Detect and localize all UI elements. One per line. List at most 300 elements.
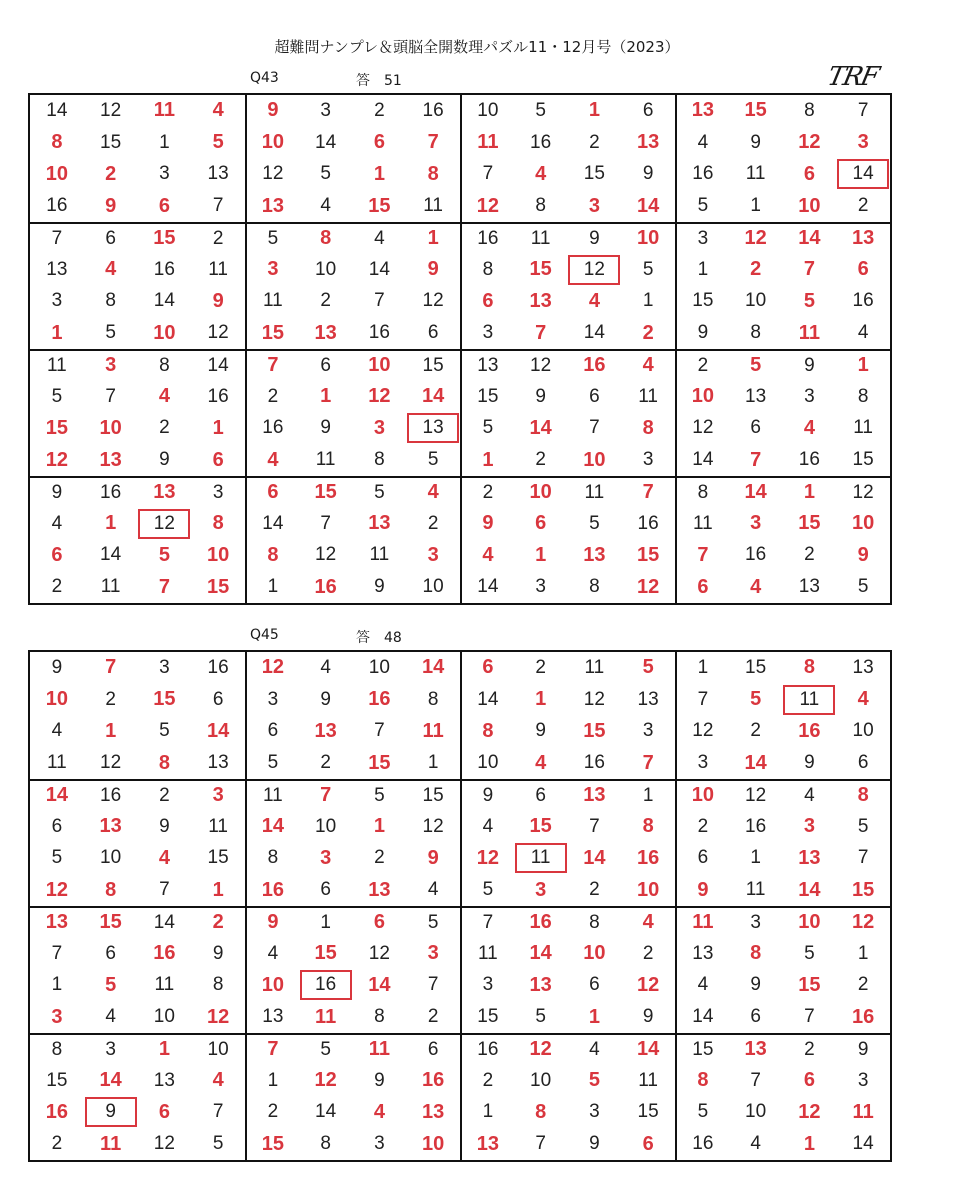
grid-cell: 14 [368,258,390,280]
grid-cell: 16 [46,195,68,217]
grid-cell: 1 [245,571,299,603]
grid-cell: 8 [803,656,815,679]
grid-cell: 6 [589,385,600,407]
grid-cell: 10 [637,878,660,901]
grid-cell: 15 [798,512,821,535]
grid-cell: 13 [583,543,606,566]
grid-cell: 5 [675,190,729,222]
grid-cell: 8 [51,131,63,154]
grid-cell: 13 [368,878,391,901]
grid-cell: 2 [138,779,192,811]
grid-cell: 10 [460,95,514,127]
grid-cell: 5 [159,720,170,742]
grid-cell: 10 [745,290,767,312]
grid-cell: 1 [51,974,63,996]
grid-cell: 7 [374,720,385,742]
grid-cell: 5 [105,973,117,996]
grid-cell: 3 [642,720,654,742]
grid-cell: 9 [245,95,299,127]
grid-cell: 6 [460,286,514,318]
grid-cell: 8 [212,974,224,996]
grid-cell: 16 [583,752,605,774]
highlighted-cell-value: 9 [85,1097,137,1127]
grid-cell: 9 [642,1006,654,1028]
grid-cell: 1 [588,1005,600,1028]
grid-cell: 2 [374,99,385,121]
grid-cell: 15 [138,222,192,254]
grid-cell: 9 [245,906,299,938]
grid-cell: 12 [637,575,660,598]
grid-cell: 5 [212,1133,224,1155]
grid-cell: 11 [584,656,605,678]
grid-cell: 10 [675,779,729,811]
grid-cell: 16 [207,656,229,678]
grid-cell: 6 [373,131,385,154]
grid-cell: 13 [729,1033,783,1065]
grid-cell: 1 [427,752,439,774]
grid-cell: 1 [621,779,675,811]
grid-cell: 7 [212,195,224,217]
grid-cell: 4 [320,656,331,678]
grid-cell: 9 [212,289,224,312]
grid-cell: 1 [212,878,224,901]
grid-cell: 2 [427,512,439,534]
grid-cell: 3 [729,906,783,938]
grid-cell: 10 [191,1033,245,1065]
grid-cell: 12 [583,688,605,710]
grid-cell: 1 [138,1033,192,1065]
grid-cell: 4 [621,349,675,381]
grid-cell: 13 [798,846,821,869]
grid-cell: 6 [212,688,224,710]
grid-cell: 14 [207,719,230,742]
grid-cell: 10 [353,349,407,381]
grid-cell: 14 [422,385,445,408]
grid-cell: 16 [153,942,176,965]
grid-cell: 3 [191,476,245,508]
grid-cell: 8 [750,322,761,344]
grid-cell: 6 [353,906,407,938]
grid-cell: 12 [368,942,390,964]
grid-cell: 2 [159,417,170,439]
grid-cell: 8 [427,688,439,710]
grid-cell: 10 [153,321,176,344]
grid-cell: 10 [583,448,606,471]
grid-cell: 13 [836,222,890,254]
grid-cell: 16 [207,385,229,407]
grid-cell: 15 [583,719,606,742]
grid-cell: 11 [460,938,514,970]
grid-cell: 12 [514,349,568,381]
grid-cell: 8 [836,779,890,811]
grid-cell: 15 [245,1128,299,1160]
grid-cell: 5 [51,385,63,407]
grid-cell: 4 [373,1100,385,1123]
grid-cell: 12 [798,131,821,154]
grid-cell: 11 [745,163,766,185]
grid-cell: 11 [353,1033,407,1065]
grid-cell: 3 [589,1101,600,1123]
grid-cell: 12 [729,222,783,254]
grid-cell: 7 [675,540,729,572]
grid-cell: 8 [30,1033,84,1065]
grid-cell: 8 [460,716,514,748]
grid-cell: 13 [675,938,729,970]
grid-cell: 7 [589,815,600,837]
grid-cell: 7 [245,1033,299,1065]
grid-cell [84,1097,138,1129]
grid-cell: 14 [675,444,729,476]
grid-cell: 12 [45,448,68,471]
grid-cell: 4 [460,540,514,572]
grid-cell: 6 [642,99,654,121]
highlighted-cell-value: 16 [300,970,352,1000]
grid-cell: 16 [460,1033,514,1065]
grid-cell: 6 [51,543,63,566]
grid-cell: 11 [852,1100,874,1123]
grid-cell: 6 [514,779,568,811]
grid-cell: 14 [100,544,122,566]
grid-cell: 14 [368,973,391,996]
grid-cell: 9 [589,1133,600,1155]
grid-cell: 11 [154,974,175,996]
grid-cell: 12 [153,1133,175,1155]
grid-cell: 2 [750,720,761,742]
grid-cell: 10 [514,476,568,508]
grid-cell: 14 [315,1101,337,1123]
grid-cell: 7 [589,417,600,439]
grid-cell: 15 [406,349,460,381]
grid-cell: 11 [514,222,568,254]
grid-cell: 7 [158,575,170,598]
grid-cell: 10 [852,720,874,742]
grid-cell: 5 [105,322,116,344]
grid-cell: 9 [675,317,729,349]
grid-cell: 14 [583,322,605,344]
grid-cell: 11 [100,1132,122,1155]
grid-cell: 16 [530,131,552,153]
grid-cell: 16 [745,544,767,566]
grid-cell: 5 [535,99,546,121]
grid-cell: 8 [642,815,654,838]
grid-cell: 6 [460,652,514,684]
grid-cell: 14 [245,508,299,540]
grid-cell: 1 [105,512,117,535]
grid-cell: 4 [51,720,63,742]
grid-cell: 4 [803,416,815,439]
grid-cell: 8 [535,195,546,217]
grid-cell: 5 [460,413,514,445]
grid-cell: 7 [30,222,84,254]
grid-cell: 12 [368,385,391,408]
grid-cell: 11 [675,906,729,938]
grid-cell: 6 [320,879,331,901]
grid-cell: 12 [460,843,514,875]
grid-cell: 9 [212,942,224,964]
grid-cell: 1 [460,444,514,476]
highlighted-cell-value: 12 [568,255,620,285]
grid-cell: 13 [314,321,337,344]
grid-cell: 16 [368,688,391,711]
grid-cell: 4 [857,322,869,344]
highlighted-cell-value: 12 [138,509,190,539]
grid-cell: 2 [191,222,245,254]
grid-cell: 13 [422,1100,445,1123]
grid-cell: 10 [583,942,606,965]
grid-cell: 5 [427,449,439,471]
grid-cell: 5 [642,656,654,679]
grid-cell: 15 [675,286,729,318]
grid-cell: 9 [460,508,514,540]
grid-cell: 7 [427,974,439,996]
grid-cell: 13 [675,95,729,127]
highlighted-cell-value: 14 [837,159,889,189]
grid-cell: 16 [745,815,767,837]
grid-cell: 9 [105,194,117,217]
grid-cell: 3 [245,684,299,716]
grid-cell: 16 [314,575,337,598]
grid-cell: 7 [857,847,869,869]
grid-cell: 6 [84,222,138,254]
grid-cell: 5 [51,847,63,869]
grid-cell: 10 [315,258,337,280]
grid-cell: 14 [621,1033,675,1065]
grid-cell: 12 [514,1033,568,1065]
grid-cell [783,684,837,716]
grid-cell: 8 [750,942,762,965]
grid-cell: 7 [320,512,331,534]
grid-cell: 3 [374,1133,385,1155]
grid-cell: 13 [529,289,552,312]
grid-cell: 11 [460,127,514,159]
grid-cell: 6 [675,571,729,603]
grid-cell: 14 [30,779,84,811]
highlighted-cell-value: 13 [407,413,459,443]
grid-cell: 10 [100,847,122,869]
grid-cell: 7 [245,349,299,381]
grid-cell: 9 [159,815,170,837]
grid-cell: 10 [315,815,337,837]
grid-cell: 13 [99,815,122,838]
grid-cell: 7 [212,1101,224,1123]
grid-cell: 10 [422,576,444,598]
grid-cell: 13 [637,131,660,154]
grid-cell: 9 [857,543,869,566]
grid-cell: 2 [804,544,815,566]
grid-cell: 1 [460,1097,514,1129]
grid-cell: 7 [803,258,815,281]
grid-cell: 12 [315,544,337,566]
grid-cell: 16 [675,1128,729,1160]
grid-cell: 15 [798,973,821,996]
grid-cell: 10 [422,1132,445,1155]
grid-cell: 13 [368,512,391,535]
grid-cell: 6 [803,1069,815,1092]
grid-cell: 15 [100,131,122,153]
grid-cell: 1 [51,321,63,344]
grid-cell: 5 [857,815,869,837]
grid-cell: 12 [207,1005,230,1028]
grid-cell: 13 [207,752,229,774]
grid-cell: 9 [535,720,546,742]
grid-cell: 10 [675,381,729,413]
grid-cell: 13 [245,190,299,222]
grid-cell: 8 [427,162,439,185]
grid-cell: 5 [158,543,170,566]
grid-cell: 2 [320,290,331,312]
grid-cell: 6 [427,322,439,344]
grid-cell [138,508,192,540]
grid-cell: 15 [245,317,299,349]
grid-cell: 7 [51,942,63,964]
grid-cell: 9 [750,974,761,996]
grid-cell: 7 [535,321,547,344]
grid-cell: 7 [535,1133,546,1155]
grid-cell: 6 [535,512,547,535]
grid-cell: 1 [105,719,117,742]
grid-cell: 7 [857,99,869,121]
grid-cell: 2 [320,752,331,774]
grid-cell: 1 [857,942,869,964]
highlighted-cell-value: 11 [515,843,567,873]
grid-cell: 15 [299,476,353,508]
grid-cell: 4 [212,99,224,122]
grid-cell: 1 [159,131,170,153]
grid-cell: 11 [745,879,766,901]
grid-cell: 2 [589,879,600,901]
grid-cell: 8 [212,512,224,535]
grid-cell: 16 [245,413,299,445]
grid-cell: 7 [299,779,353,811]
grid-cell: 9 [783,349,837,381]
grid-cell: 16 [637,846,660,869]
answer-label-q43: 答 51 [356,73,402,89]
grid-cell: 5 [406,906,460,938]
grid-cell: 4 [105,1006,116,1028]
grid-cell: 4 [353,222,407,254]
grid-cell: 2 [642,942,654,964]
grid-cell [836,159,890,191]
grid-cell: 3 [804,385,815,407]
grid-cell: 3 [460,970,514,1002]
grid-cell: 8 [460,254,514,286]
grid-cell: 14 [529,416,552,439]
grid-cell: 16 [368,322,390,344]
grid-cell: 12 [314,1069,337,1092]
grid-cell: 2 [535,449,546,471]
grid-cell: 9 [427,846,439,869]
grid-cell: 11 [100,576,121,598]
grid-cell: 9 [30,476,84,508]
grid-cell: 7 [621,476,675,508]
grid-cell: 7 [105,385,116,407]
grid-cell [406,413,460,445]
grid-cell: 3 [535,878,547,901]
grid-cell: 10 [245,970,299,1002]
grid-cell: 14 [783,222,837,254]
grid-cell: 2 [245,1097,299,1129]
grid-cell: 1 [803,1132,815,1155]
grid-cell: 4 [158,846,170,869]
grid-cell: 16 [45,1100,68,1123]
grid-cell: 14 [315,131,337,153]
grid-cell: 15 [675,1033,729,1065]
grid-cell: 3 [51,290,63,312]
grid-cell: 9 [804,752,815,774]
grid-cell: 15 [314,942,337,965]
grid-cell: 8 [568,906,622,938]
grid-cell: 7 [642,751,654,774]
grid-cell: 6 [158,1100,170,1123]
grid-cell: 2 [675,811,729,843]
grid-cell: 4 [158,385,170,408]
grid-cell: 4 [51,512,63,534]
grid-cell: 3 [857,1069,869,1091]
grid-cell: 13 [745,385,767,407]
grid-cell: 6 [857,258,869,281]
grid-cell: 14 [460,571,514,603]
grid-cell: 12 [45,878,68,901]
grid-cell: 14 [529,942,552,965]
grid-cell: 6 [675,843,729,875]
grid-cell [568,254,622,286]
grid-cell: 3 [320,846,332,869]
grid-cell: 2 [675,349,729,381]
grid-cell: 14 [729,476,783,508]
grid-cell: 12 [836,476,890,508]
grid-cell: 2 [783,1033,837,1065]
grid-cell: 4 [750,1133,761,1155]
grid-cell: 11 [208,258,228,280]
grid-cell: 8 [589,576,600,598]
grid-cell: 11 [422,719,444,742]
grid-cell: 8 [804,99,815,121]
grid-cell: 9 [427,258,439,281]
grid-cell: 8 [857,385,869,407]
grid-cell: 3 [535,576,546,598]
grid-cell: 15 [368,751,391,774]
grid-cell: 1 [588,99,600,122]
grid-cell: 15 [852,878,875,901]
grid-cell: 9 [750,131,761,153]
grid-cell: 3 [191,779,245,811]
grid-cell: 9 [675,874,729,906]
grid-cell: 6 [750,1006,761,1028]
grid-cell: 16 [798,449,820,471]
grid-cell: 4 [568,1033,622,1065]
grid-cell: 12 [836,906,890,938]
grid-cell: 13 [46,258,68,280]
grid-cell: 16 [637,512,659,534]
grid-cell: 11 [369,544,390,566]
grid-cell: 2 [460,476,514,508]
grid-cell: 5 [245,222,299,254]
grid-cell: 16 [422,99,444,121]
grid-cell: 8 [374,449,385,471]
grid-cell: 4 [535,751,547,774]
grid-cell: 12 [460,190,514,222]
grid-cell: 4 [105,258,117,281]
grid-cell: 8 [245,843,299,875]
grid-cell: 11 [853,417,873,439]
grid-cell: 10 [45,688,68,711]
puzzle-label-q43: Q43 [250,70,279,86]
grid-cell: 12 [100,99,122,121]
grid-cell: 15 [45,416,68,439]
grid-cell: 2 [191,906,245,938]
grid-cell: 5 [729,349,783,381]
grid-cell: 13 [460,1128,514,1160]
